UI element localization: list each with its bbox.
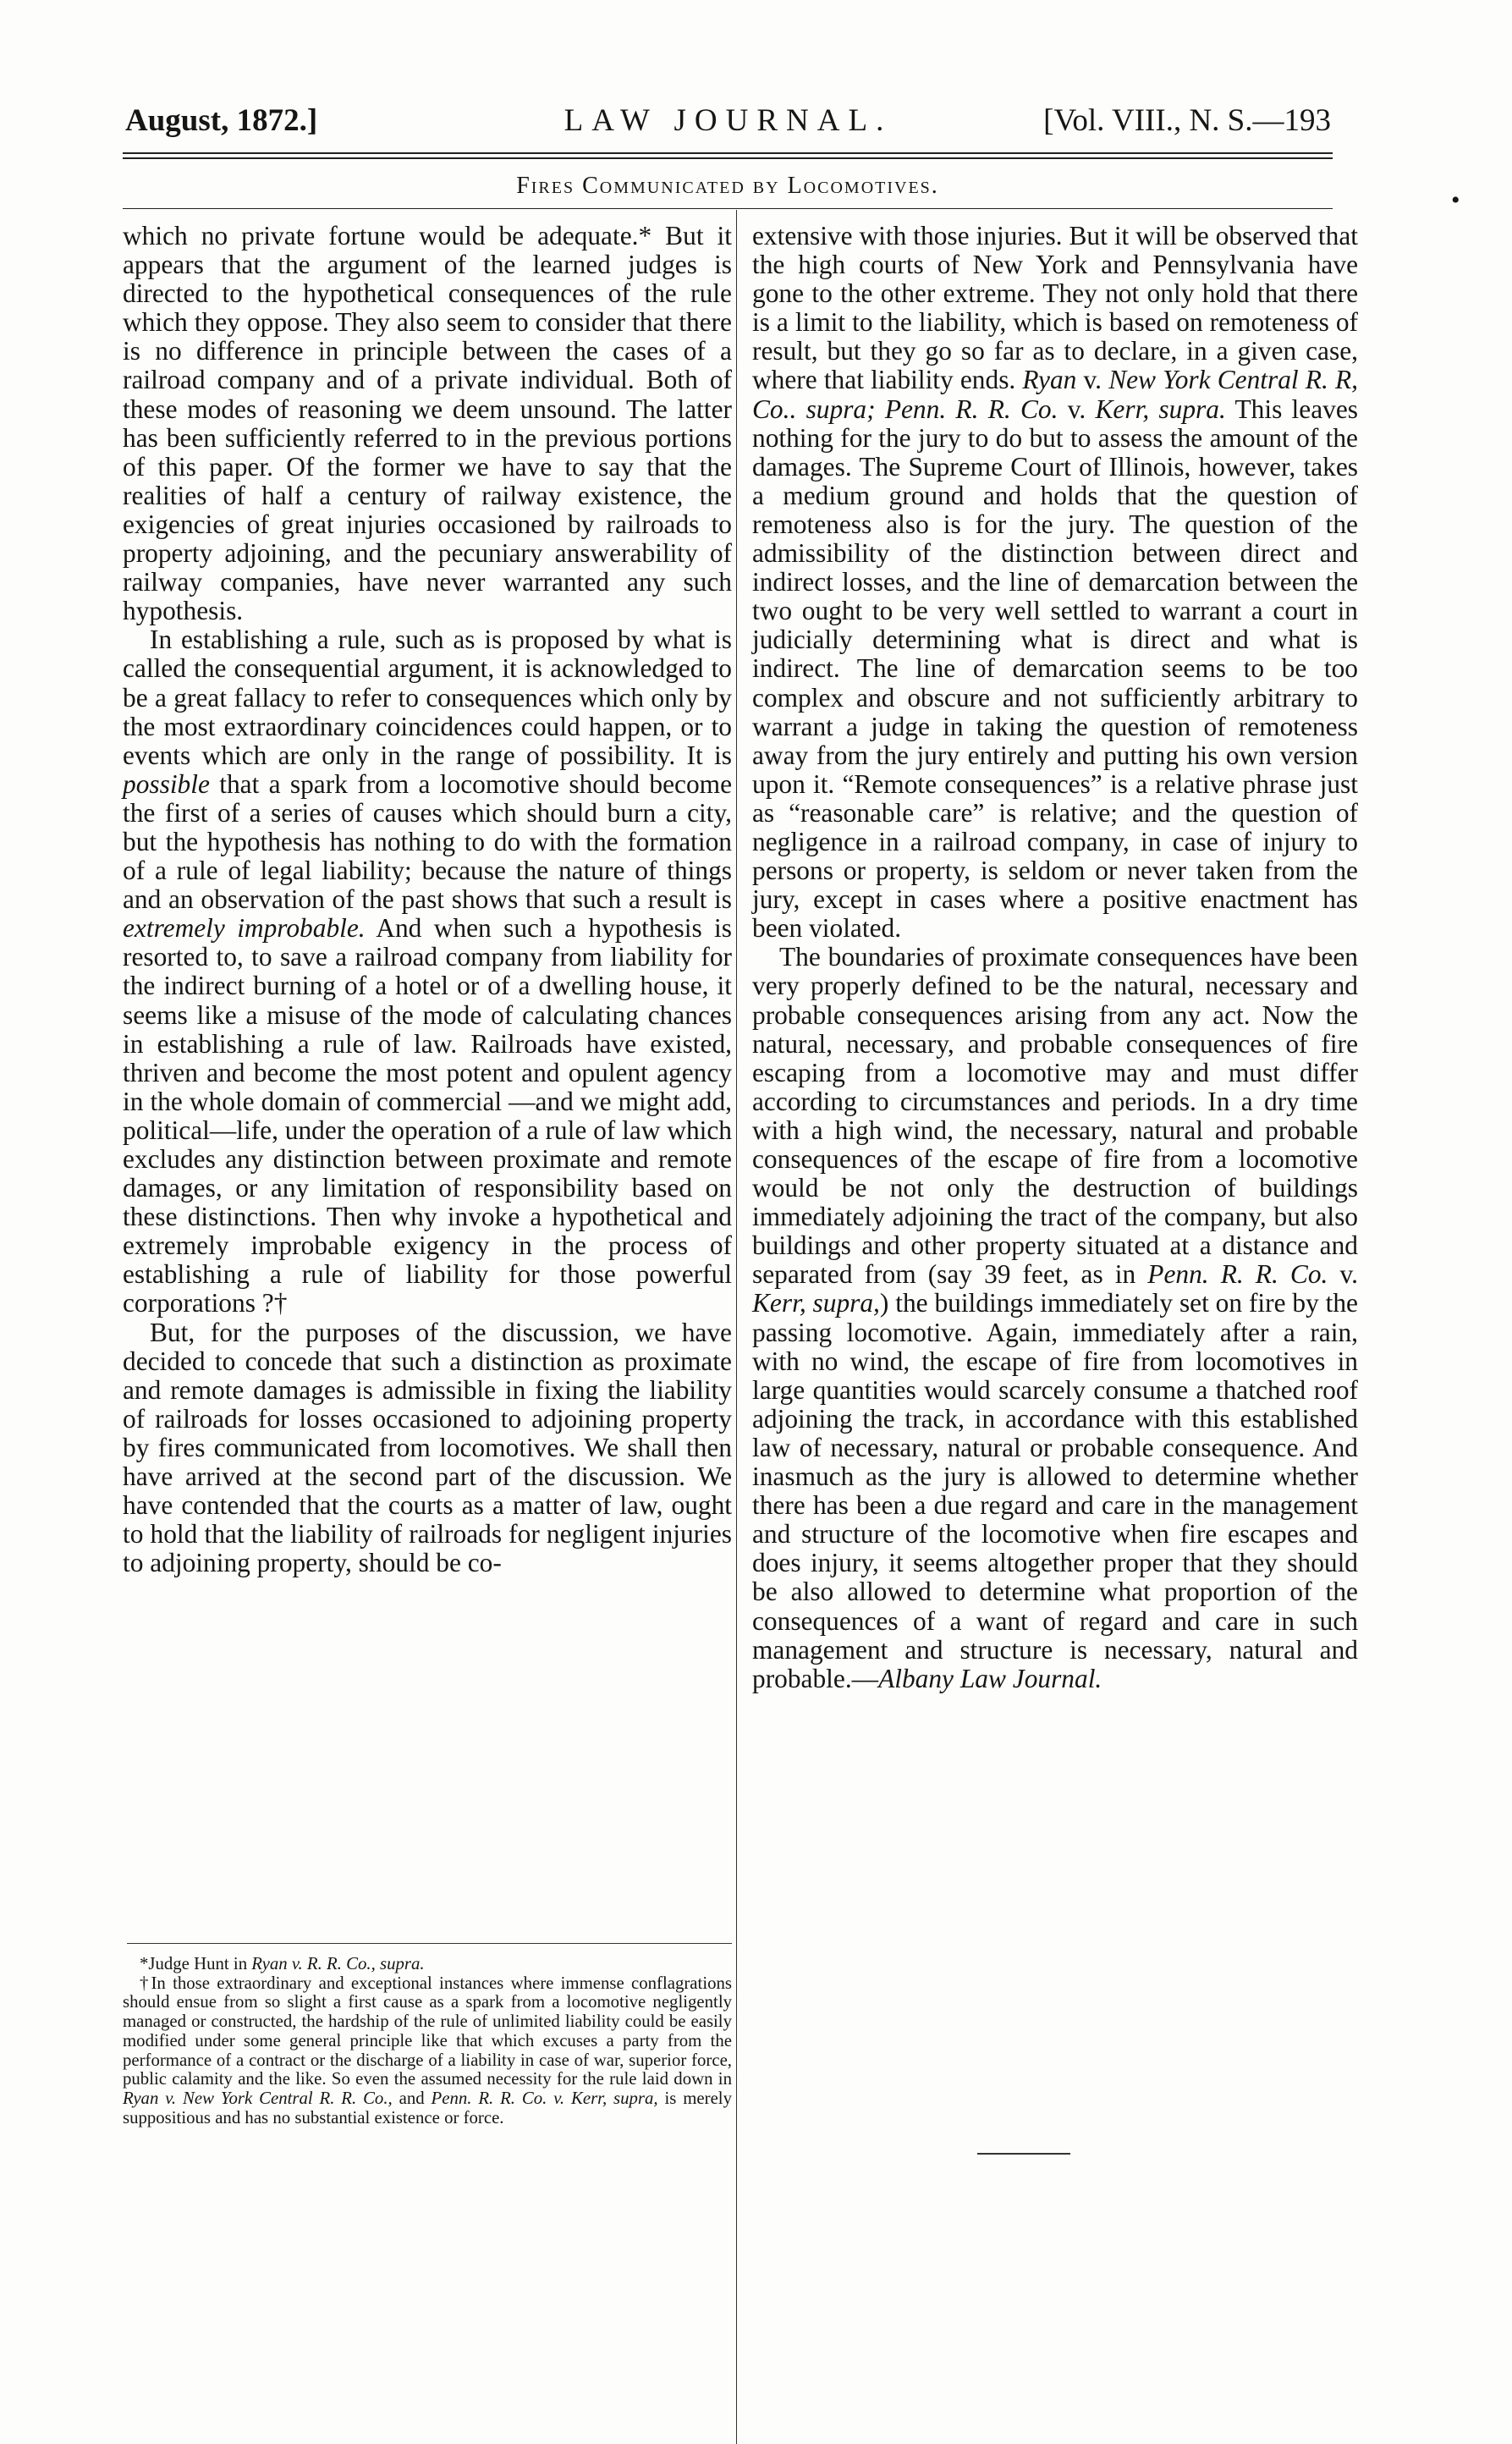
margin-mark: • xyxy=(1451,186,1460,214)
paragraph: extensive with those injuries. But it will be observed that the high courts of New York and Pennsylvania have gone to the other extreme. They not only hold that there is a limit to the liability, which is based on remoteness of result, but they go so far as to declare, in a given case, where that liability ends. Ryan v. New York Central R. R, Co.. supra; Penn. R. R. Co. v. Kerr, supra. This leaves nothing for the jury to do but to assess the amount of the damages. The Supreme Court of Illinois, however, takes a medium ground and holds that the question of remoteness also is for the jury. The question of the admissibility of the distinction between direct and indirect losses, and the line of demarcation between the two ought to be very well settled to warrant a court in judicially determining what is direct and what is indirect. The line of demarcation seems to be too complex and obscure and not sufficiently arbitrary to warrant a judge in taking the question of remoteness away from the jury entirely and putting his own version upon it. “Remote consequences” is a relative phrase just as “reasonable care” is relative; and the question of negligence in a railroad company, in case of injury to persons or property, is seldom or never taken from the jury, except in cases where a positive enactment has been violated. xyxy=(752,221,1359,944)
footnote: †In those extraordinary and exceptional instances where immense conflagrations should ensue from so slight a first cause as a spark from a locomotive negligently managed or constructed, the hardship of the rule of unlimited liability could be easily modified under some general principle like that which excuses a party from the performance of a contract or the discharge of a liability in case of war, superior force, public calamity and the like. So even the assumed necessity for the rule laid down in Ryan v. New York Central R. R. Co., and Penn. R. R. Co. v. Kerr, supra, is merely suppositious and has no substantial existence or force. xyxy=(123,1973,732,2127)
header-rule-bottom xyxy=(123,157,1333,159)
column-divider xyxy=(736,210,737,2444)
right-column xyxy=(752,222,1358,1693)
paragraph: In establishing a rule, such as is proposed by what is called the consequential argument, it is acknowledged to be a great fallacy to refer to consequences which only by the most extraordinary coincidences could happen, or to events which are only in the range of possibility. It is possible that a spark from a locomotive should become the first of a series of causes which should burn a city, but the hypothesis has nothing to do with the formation of a rule of legal liability; because the nature of things and an observation of the past shows that such a result is extremely improbable. And when such a hypothesis is resorted to, to save a railroad company from liability for the indirect burning of a hotel or of a dwelling house, it seems like a misuse of the mode of calculating chances in establishing a rule of law. Railroads have existed, thriven and become the most potent and opulent agency in the whole domain of commercial —and we might add, political—life, under the operation of a rule of law which excludes any distinction between proximate and remote damages, or any limitation of responsibility based on these distinctions. Then why invoke a hypothetical and extremely improbable exigency in the process of establishing a rule of liability for those powerful corporations ?† xyxy=(123,625,732,1318)
issue-date: August, 1872.] xyxy=(125,103,318,138)
running-head xyxy=(125,100,1331,142)
left-column xyxy=(123,222,732,1577)
footnotes xyxy=(123,1955,732,2127)
article-end-rule xyxy=(977,2153,1070,2155)
title-rule xyxy=(123,208,1333,209)
journal-title: LAW JOURNAL. xyxy=(564,103,893,138)
footnote-rule xyxy=(127,1943,732,1944)
paragraph: But, for the purposes of the discussion, we have decided to concede that such a distinction as proximate and remote damages is admissible in fixing the liability of railroads for losses occasioned to adjoining property by fires communicated from locomotives. We shall then have arrived at the second part of the discussion. We have contended that the courts as a matter of law, ought to hold that the liability of railroads for negligent injuries to adjoining property, should be co- xyxy=(123,1317,732,1578)
paragraph: The boundaries of proximate consequences have been very properly defined to be the natural, necessary and probable consequences arising from any act. Now the natural, necessary, and probable consequences of fire escaping from a locomotive may and must differ according to circumstances and periods. In a dry time with a high wind, the necessary, natural and probable consequences of the escape of fire from a locomotive would be not only the destruction of buildings immediately adjoining the tract of the company, but also buildings and other property situated at a distance and separated from (say 39 feet, as in Penn. R. R. Co. v. Kerr, supra,) the buildings immediately set on fire by the passing locomotive. Again, immediately after a rain, with no wind, the escape of fire from locomotives in large quantities would scarcely consume a thatched roof adjoining the track, in accordance with this established law of necessary, natural or probable consequence. And inasmuch as the jury is allowed to determine whether there has been a due regard and care in the management and structure of the locomotive when fire escapes and does injury, it seems altogether proper that they should be also allowed to determine what proportion of the consequences of a want of regard and care in such management and structure is necessary, natural and probable.—Albany Law Journal. xyxy=(752,942,1358,1693)
footnote: *Judge Hunt in Ryan v. R. R. Co., supra. xyxy=(140,1954,425,1973)
volume-page-number: [Vol. VIII., N. S.—193 xyxy=(1043,103,1331,138)
header-rule-top xyxy=(123,152,1333,154)
article-title: Fires Communicated by Locomotives. xyxy=(516,173,939,199)
paragraph: which no private fortune would be adequate.* But it appears that the argument of the learned judges is directed to the hypothetical consequences of the rule which they oppose. They also seem to consider that there is no difference in principle between the cases of a railroad company and of a private individual. Both of these modes of reasoning we deem unsound. The latter has been sufficiently referred to in the previous portions of this paper. Of the former we have to say that the realities of half a century of railway existence, the exigencies of great injuries occasioned by railroads to property adjoining, and the pecuniary answerability of railway companies, have never warranted any such hypothesis. xyxy=(123,221,732,626)
